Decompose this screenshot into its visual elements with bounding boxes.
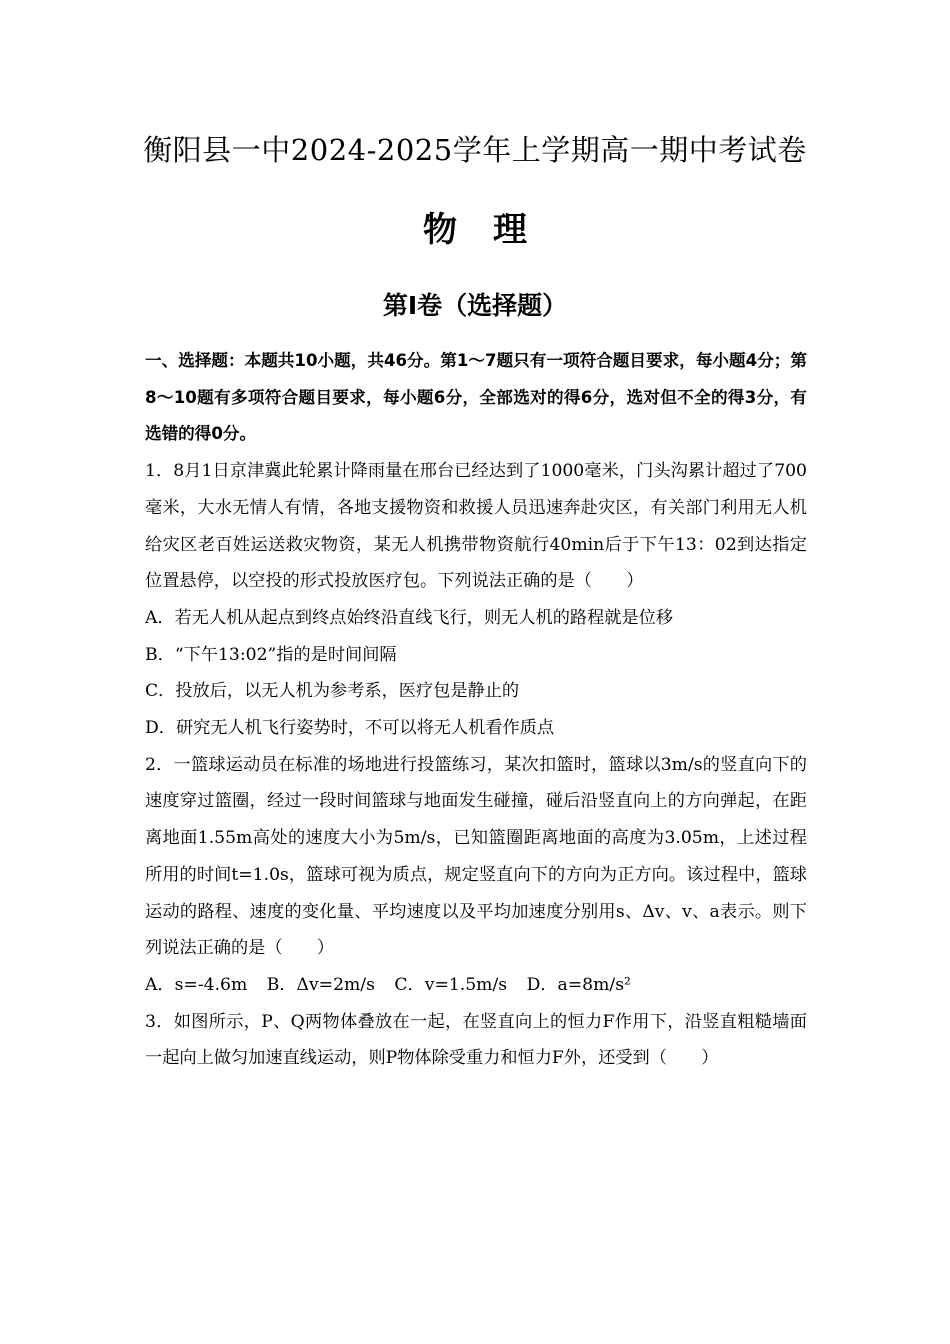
section-title: 第Ⅰ卷（选择题） — [382, 291, 568, 320]
question-2-option-d: D．a=8m/s² — [526, 974, 631, 995]
instructions: 一、选择题：本题共10小题，共46分。第1～7题只有一项符合题目要求，每小题4分；第8～10题有多项符合题目要求，每小题6分，全部选对的得6分，选对但不全的得3分，有选错的得0分。 — [145, 351, 807, 444]
question-1-stem: 1．8月1日京津冀此轮累计降雨量在邢台已经达到了1000毫米，门头沟累计超过了700毫米，大水无情人有情，各地支援物资和救援人员迅速奔赴灾区，有关部门利用无人机给灾区老百姓运送救灾物资，某无人机携带物资航行40min后于下午13：02到达指定位置悬停，以空投的形式投放医疗包。下列说法正确的是（ ） — [145, 461, 807, 592]
exam-title: 衡阳县一中2024-2025学年上学期高一期中考试卷 — [143, 133, 807, 167]
question-1-option-c: C．投放后，以无人机为参考系，医疗包是静止的 — [145, 681, 520, 702]
question-2-stem: 2．一篮球运动员在标准的场地进行投篮练习，某次扣篮时，篮球以3m/s的竖直向下的速度穿过篮圈，经过一段时间篮球与地面发生碰撞，碰后沿竖直向上的方向弹起，在距离地面1.55m高处的速度大小为5m/s，已知篮圈距离地面的高度为3.05m，上述过程所用的时间t=1.0s，篮球可视为质点，规定竖直向下的方向为正方向。该过程中，篮球运动的路程、速度的变化量、平均速度以及平均加速度分别用s、Δv、v、a表示。则下列说法正确的是（ ） — [145, 754, 807, 959]
question-2-options — [145, 967, 807, 1004]
question-2-option-a: A．s=-4.6m — [145, 974, 248, 995]
question-content — [145, 343, 807, 1077]
question-1-option-d: D．研究无人机飞行姿势时，不可以将无人机看作质点 — [145, 718, 555, 739]
question-3-stem: 3．如图所示，P、Q两物体叠放在一起，在竖直向上的恒力F作用下，沿竖直粗糙墙面一起向上做匀加速直线运动，则P物体除受重力和恒力F外，还受到（ ） — [145, 1011, 807, 1069]
subject-title: 物理 — [423, 210, 563, 250]
question-1-option-a: A．若无人机从起点到终点始终沿直线飞行，则无人机的路程就是位移 — [145, 607, 674, 628]
question-2-option-b: B．Δv=2m/s — [266, 974, 375, 995]
question-2-option-c: C．v=1.5m/s — [394, 974, 508, 995]
question-1-option-b: B．“下午13:02”指的是时间间隔 — [145, 644, 397, 665]
